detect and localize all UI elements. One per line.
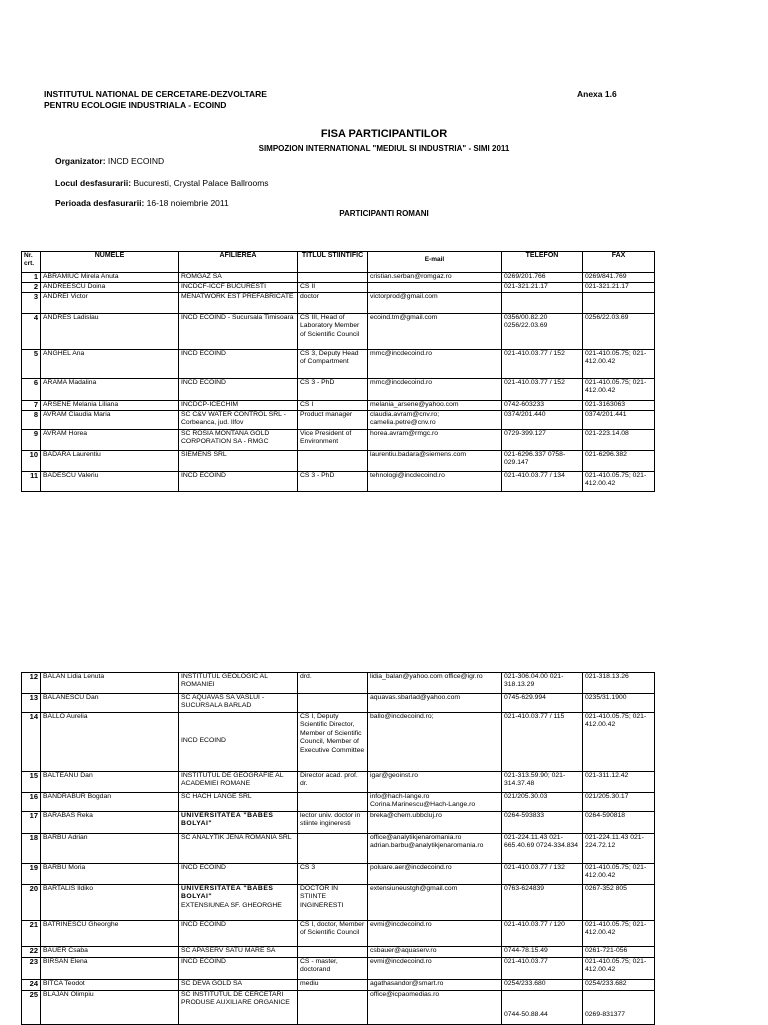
table-row — [22, 314, 655, 350]
row-title: CS III, Head of Laboratory Member of Scientific Council — [298, 314, 368, 350]
location-label: Locul desfasurarii: — [55, 178, 132, 188]
row-email — [368, 283, 502, 293]
row-nr: 5 — [22, 350, 41, 379]
row-fax: 021-3163063 — [583, 401, 655, 411]
row-title: DOCTOR IN STIINTE INGINERESTI — [298, 885, 368, 921]
col-phone-header: TELEFON — [502, 252, 583, 273]
row-email: breka@chem.ubbcluj.ro — [368, 812, 502, 834]
participants-table-2 — [21, 672, 655, 1025]
table-row — [22, 885, 655, 921]
row-nr: 20 — [22, 885, 41, 921]
row-nr: 18 — [22, 834, 41, 864]
row-phone: 021-410.03.77 / 120 — [502, 921, 583, 947]
row-phone: 0356/00.82.20 0256/22.03.69 — [502, 314, 583, 350]
row-phone: 0269/201.766 — [502, 273, 583, 283]
row-title — [298, 793, 368, 812]
row-email: office@analytikjenaromania.ro adrian.barbu@analytikjenaromania.ro — [368, 834, 502, 864]
row-nr: 2 — [22, 283, 41, 293]
row-name: BATRINESCU Gheorghe — [41, 921, 179, 947]
section-heading: PARTICIPANTI ROMANI — [339, 209, 429, 218]
table-row — [22, 273, 655, 283]
table-row — [22, 947, 655, 958]
row-name: BIRSAN Elena — [41, 958, 179, 980]
row-phone: 021-410.03.77 / 115 — [502, 713, 583, 772]
row-title: CS I, Deputy Scientific Director, Member of Scientific Council, Member of Executive Committee — [298, 713, 368, 772]
row-nr: 9 — [22, 430, 41, 451]
row-affiliation: SC DEVA GOLD SA — [179, 980, 298, 991]
location-line — [55, 178, 269, 188]
row-phone: 021-306.04.00 021-318.13.29 — [502, 673, 583, 694]
row-phone: 021-410.03.77 / 134 — [502, 472, 583, 492]
organizer-label: Organizator: — [55, 156, 106, 166]
row-fax: 021-311.12.42 — [583, 772, 655, 793]
row-email: mmc@incdecoind.ro — [368, 379, 502, 401]
row-fax: 021-410.05.75; 021-412.00.42 — [583, 958, 655, 980]
row-fax: 021-410.05.75; 021-412.00.42 — [583, 350, 655, 379]
row-phone: 0729-399.127 — [502, 430, 583, 451]
row-nr: 7 — [22, 401, 41, 411]
row-name: BAUER Csaba — [41, 947, 179, 958]
row-title — [298, 694, 368, 713]
table-row — [22, 401, 655, 411]
row-phone: 021-6296.337 0758-029.147 — [502, 451, 583, 472]
institution-name — [44, 89, 267, 111]
table-row — [22, 772, 655, 793]
row-fax: 021-410.05.75; 021-412.00.42 — [583, 379, 655, 401]
row-name: BALANESCU Dan — [41, 694, 179, 713]
organizer-line — [55, 156, 164, 166]
row-nr: 1 — [22, 273, 41, 283]
row-title: doctor — [298, 293, 368, 314]
row-affiliation: SC C&V WATER CONTROL SRL - Corbeanca, jud. Ilfov — [179, 411, 298, 430]
table-row — [22, 694, 655, 713]
row-phone: 021-224.11.43 021-665.40.69 0724-334.834 — [502, 834, 583, 864]
row-name: ANDREI Victor — [41, 293, 179, 314]
row-nr: 24 — [22, 980, 41, 991]
row-title: drd. — [298, 673, 368, 694]
table-row — [22, 350, 655, 379]
period-line — [55, 198, 229, 208]
row-phone: 0254/233.680 — [502, 980, 583, 991]
row-email: laurentiu.badara@siemens.com — [368, 451, 502, 472]
col-affiliation-header: AFILIEREA — [179, 252, 298, 273]
row-fax: 0235/31.1900 — [583, 694, 655, 713]
row-nr: 21 — [22, 921, 41, 947]
row-affiliation: INCD ECOIND — [179, 958, 298, 980]
row-email: ecoind.tm@gmail.com — [368, 314, 502, 350]
row-fax: 0269-831377 — [583, 991, 655, 1025]
row-email: cristian.serban@romgaz.ro — [368, 273, 502, 283]
period-value: 16-18 noiembrie 2011 — [146, 198, 229, 208]
row-email: tehnologi@incdecoind.ro — [368, 472, 502, 492]
row-affiliation: INCD ECOIND — [179, 921, 298, 947]
page-subtitle: SIMPOZION INTERNATIONAL "MEDIUL SI INDUSTRIA" - SIMI 2011 — [258, 144, 510, 153]
row-fax — [583, 293, 655, 314]
row-name: ABRAMIUC Mirela Anuta — [41, 273, 179, 283]
row-phone: 021-313.59.90; 021-314.37.48 — [502, 772, 583, 793]
row-email: igar@geoinst.ro — [368, 772, 502, 793]
row-nr: 3 — [22, 293, 41, 314]
row-affiliation: INCD ECOIND — [179, 350, 298, 379]
row-phone — [502, 293, 583, 314]
row-phone: 0744-78.15.49 — [502, 947, 583, 958]
table-row — [22, 812, 655, 834]
row-affiliation: INCD ECOIND — [179, 713, 298, 772]
row-email: claudia.avram@cnv.ro; camelia.petre@cnv.ro — [368, 411, 502, 430]
row-title: CS 3 - PhD — [298, 472, 368, 492]
row-title — [298, 273, 368, 283]
col-name-header: NUMELE — [41, 252, 179, 273]
organizer-value: INCD ECOIND — [107, 156, 165, 166]
row-name: BADARA Laurentiu — [41, 451, 179, 472]
row-fax: 021-410.05.75; 021-412.00.42 — [583, 713, 655, 772]
row-title: CS II — [298, 283, 368, 293]
row-name: BALTEANU Dan — [41, 772, 179, 793]
row-nr: 22 — [22, 947, 41, 958]
row-email: melania_arsene@yahoo.com — [368, 401, 502, 411]
row-name: BARBU Moria — [41, 864, 179, 885]
institution-line2: PENTRU ECOLOGIE INDUSTRIALA - ECOIND — [44, 100, 227, 110]
row-email: csbauer@aquaserv.ro — [368, 947, 502, 958]
row-affiliation: SC APASERV SATU MARE SA — [179, 947, 298, 958]
row-affiliation: INCD ECOIND — [179, 864, 298, 885]
row-phone: 021-410.03.77 / 152 — [502, 350, 583, 379]
row-email: extensiuneustgh@gmail.com — [368, 885, 502, 921]
table-row — [22, 921, 655, 947]
row-email: agathasandor@smart.ro — [368, 980, 502, 991]
table-row — [22, 980, 655, 991]
row-title: Vice President of Environment — [298, 430, 368, 451]
table-row — [22, 472, 655, 492]
row-fax: 021-410.05.75; 021-412.00.42 — [583, 921, 655, 947]
table-row — [22, 991, 655, 1025]
row-phone: 0745-629.994 — [502, 694, 583, 713]
col-fax-header: FAX — [583, 252, 655, 273]
row-email: evmi@incdecoind.ro — [368, 921, 502, 947]
row-name: ARSENE Melania Liliana — [41, 401, 179, 411]
row-title: CS I, doctor, Member of Scientific Council — [298, 921, 368, 947]
row-affiliation: INCD ECOIND — [179, 379, 298, 401]
table-row — [22, 430, 655, 451]
row-email: evmi@incdecoind.ro — [368, 958, 502, 980]
row-title: CS 3, Deputy Head of Compartment — [298, 350, 368, 379]
row-nr: 11 — [22, 472, 41, 492]
row-title — [298, 947, 368, 958]
row-phone: 021/205.30.03 — [502, 793, 583, 812]
row-affiliation: MENATWORK EST PREFABRICATE — [179, 293, 298, 314]
table-row — [22, 283, 655, 293]
row-name: BADESCU Valeriu — [41, 472, 179, 492]
col-email-header: E-mail — [368, 252, 502, 273]
row-affiliation: INCD ECOIND — [179, 472, 298, 492]
institution-line1: INSTITUTUL NATIONAL DE CERCETARE-DEZVOLTARE — [44, 89, 267, 99]
row-affiliation: INSTITUTUL DE GEOGRAFIE AL ACADEMIEI ROMANE — [179, 772, 298, 793]
row-name: BARBU Adrian — [41, 834, 179, 864]
row-name: BALAN Lidia Lenuta — [41, 673, 179, 694]
row-fax: 0261-721-056 — [583, 947, 655, 958]
row-name: AVRAM Claudia Maria — [41, 411, 179, 430]
table-row — [22, 834, 655, 864]
row-title: lector univ. doctor in stiinte ingineresti — [298, 812, 368, 834]
row-fax: 021-318.13.26 — [583, 673, 655, 694]
row-fax: 021-410.05.75; 021-412.00.42 — [583, 472, 655, 492]
row-fax: 0267-352 805 — [583, 885, 655, 921]
row-affiliation: UNIVERSITATEA "BABES BOLYAI" — [179, 812, 298, 834]
table-row — [22, 411, 655, 430]
row-fax: 021-321.21.17 — [583, 283, 655, 293]
row-email: office@icpaomedias.ro — [368, 991, 502, 1025]
row-nr: 4 — [22, 314, 41, 350]
row-title: Product manager — [298, 411, 368, 430]
row-name: ARAMA Madalina — [41, 379, 179, 401]
table-row — [22, 793, 655, 812]
row-fax: 0269/841.769 — [583, 273, 655, 283]
row-name: BARABAS Reka — [41, 812, 179, 834]
row-fax: 021/205.30.17 — [583, 793, 655, 812]
row-nr: 15 — [22, 772, 41, 793]
row-affiliation: SIEMENS SRL — [179, 451, 298, 472]
table-row — [22, 293, 655, 314]
row-email: poluare.aer@incdecoind.ro — [368, 864, 502, 885]
row-affiliation: SC ROSIA MONTANA GOLD CORPORATION SA - RMGC — [179, 430, 298, 451]
affiliation-extension: EXTENSIUNEA SF. GHEORGHE — [181, 901, 282, 909]
table-row — [22, 958, 655, 980]
table-row — [22, 673, 655, 694]
row-affiliation: INCDCP-ICECHIM — [179, 401, 298, 411]
row-title: CS 3 - PhD — [298, 379, 368, 401]
row-phone: 0264-593833 — [502, 812, 583, 834]
row-fax: 0254/233.682 — [583, 980, 655, 991]
row-phone: 0374/201.440 — [502, 411, 583, 430]
row-fax: 021-410.05.75; 021-412.00.42 — [583, 864, 655, 885]
row-name: ANGHEL Ana — [41, 350, 179, 379]
row-email: victorprod@gmail.com — [368, 293, 502, 314]
row-title: Director acad. prof. dr. — [298, 772, 368, 793]
row-fax: 021-224.11.43 021-224.72.12 — [583, 834, 655, 864]
participants-table-1 — [21, 251, 655, 492]
row-name: AVRAM Horea — [41, 430, 179, 451]
row-affiliation: SC ANALYTIK JENA ROMANIA SRL — [179, 834, 298, 864]
row-fax: 0374/201.441 — [583, 411, 655, 430]
row-nr: 16 — [22, 793, 41, 812]
row-title: CS - master, doctorand — [298, 958, 368, 980]
row-email: ballo@incdecoind.ro; — [368, 713, 502, 772]
row-affiliation: INCD ECOIND - Sucursala Timisoara — [179, 314, 298, 350]
row-affiliation — [179, 885, 298, 921]
row-nr: 6 — [22, 379, 41, 401]
row-phone: 0763-624839 — [502, 885, 583, 921]
row-name: ANDREESCU Doina — [41, 283, 179, 293]
row-title — [298, 991, 368, 1025]
row-phone: 021-321.21.17 — [502, 283, 583, 293]
row-affiliation: ROMGAZ SA — [179, 273, 298, 283]
table-row — [22, 451, 655, 472]
row-name: BANDRABUR Bogdan — [41, 793, 179, 812]
table-row — [22, 713, 655, 772]
row-email: horea.avram@rmgc.ro — [368, 430, 502, 451]
row-affiliation: INSTITUTUL GEOLOGIC AL ROMANIEI — [179, 673, 298, 694]
row-email: mmc@incdecoind.ro — [368, 350, 502, 379]
location-value: Bucuresti, Crystal Palace Ballrooms — [133, 178, 269, 188]
row-email: info@hach-lange.ro Corina.Marinescu@Hach-Lange.ro — [368, 793, 502, 812]
row-phone: 0744-50.88.44 — [502, 991, 583, 1025]
row-nr: 14 — [22, 713, 41, 772]
row-phone: 021-410.03.77 — [502, 958, 583, 980]
affiliation-university: UNIVERSITATEA "BABES BOLYAI" — [181, 885, 274, 901]
row-title: CS 3 — [298, 864, 368, 885]
row-nr: 19 — [22, 864, 41, 885]
row-phone: 021-410.03.77 / 152 — [502, 379, 583, 401]
row-nr: 25 — [22, 991, 41, 1025]
row-affiliation: SC INSTITUTUL DE CERCETARI PRODUSE AUXILIARE ORGANICE — [179, 991, 298, 1025]
table-header-row — [22, 252, 655, 273]
row-name: BLAJAN Olimpiu — [41, 991, 179, 1025]
row-name: ANDRES Ladislau — [41, 314, 179, 350]
period-label: Perioada desfasurarii: — [55, 198, 145, 208]
annex-label: Anexa 1.6 — [577, 89, 617, 99]
col-nr-header: Nr. crt. — [22, 252, 41, 273]
row-title: mediu — [298, 980, 368, 991]
row-name: BALLO Aurelia — [41, 713, 179, 772]
row-title: CS I — [298, 401, 368, 411]
row-nr: 8 — [22, 411, 41, 430]
page-title: FISA PARTICIPANTILOR — [320, 128, 448, 140]
table-row — [22, 379, 655, 401]
row-name: BITCA Teodot — [41, 980, 179, 991]
row-phone: 021-410.03.77 / 132 — [502, 864, 583, 885]
row-fax: 0264-590818 — [583, 812, 655, 834]
row-email: aquavas.sbarlad@yahoo.com — [368, 694, 502, 713]
row-nr: 23 — [22, 958, 41, 980]
row-fax: 0256/22.03.69 — [583, 314, 655, 350]
row-nr: 10 — [22, 451, 41, 472]
row-phone: 0742-603233 — [502, 401, 583, 411]
row-nr: 13 — [22, 694, 41, 713]
row-affiliation: INCDCF-ICCF BUCURESTI — [179, 283, 298, 293]
row-email: lidia_balan@yahoo.com office@igr.ro — [368, 673, 502, 694]
row-fax: 021-6296.382 — [583, 451, 655, 472]
row-title — [298, 451, 368, 472]
row-nr: 17 — [22, 812, 41, 834]
row-name: BARTALIS Ildiko — [41, 885, 179, 921]
row-nr: 12 — [22, 673, 41, 694]
row-fax: 021-223.14.08 — [583, 430, 655, 451]
table-row — [22, 864, 655, 885]
row-title — [298, 834, 368, 864]
col-title-header: TITLUL STIINTIFIC — [298, 252, 368, 273]
row-affiliation: SC HACH LANGE SRL — [179, 793, 298, 812]
row-affiliation: SC AQUAVAS SA VASLUI - SUCURSALA BARLAD — [179, 694, 298, 713]
